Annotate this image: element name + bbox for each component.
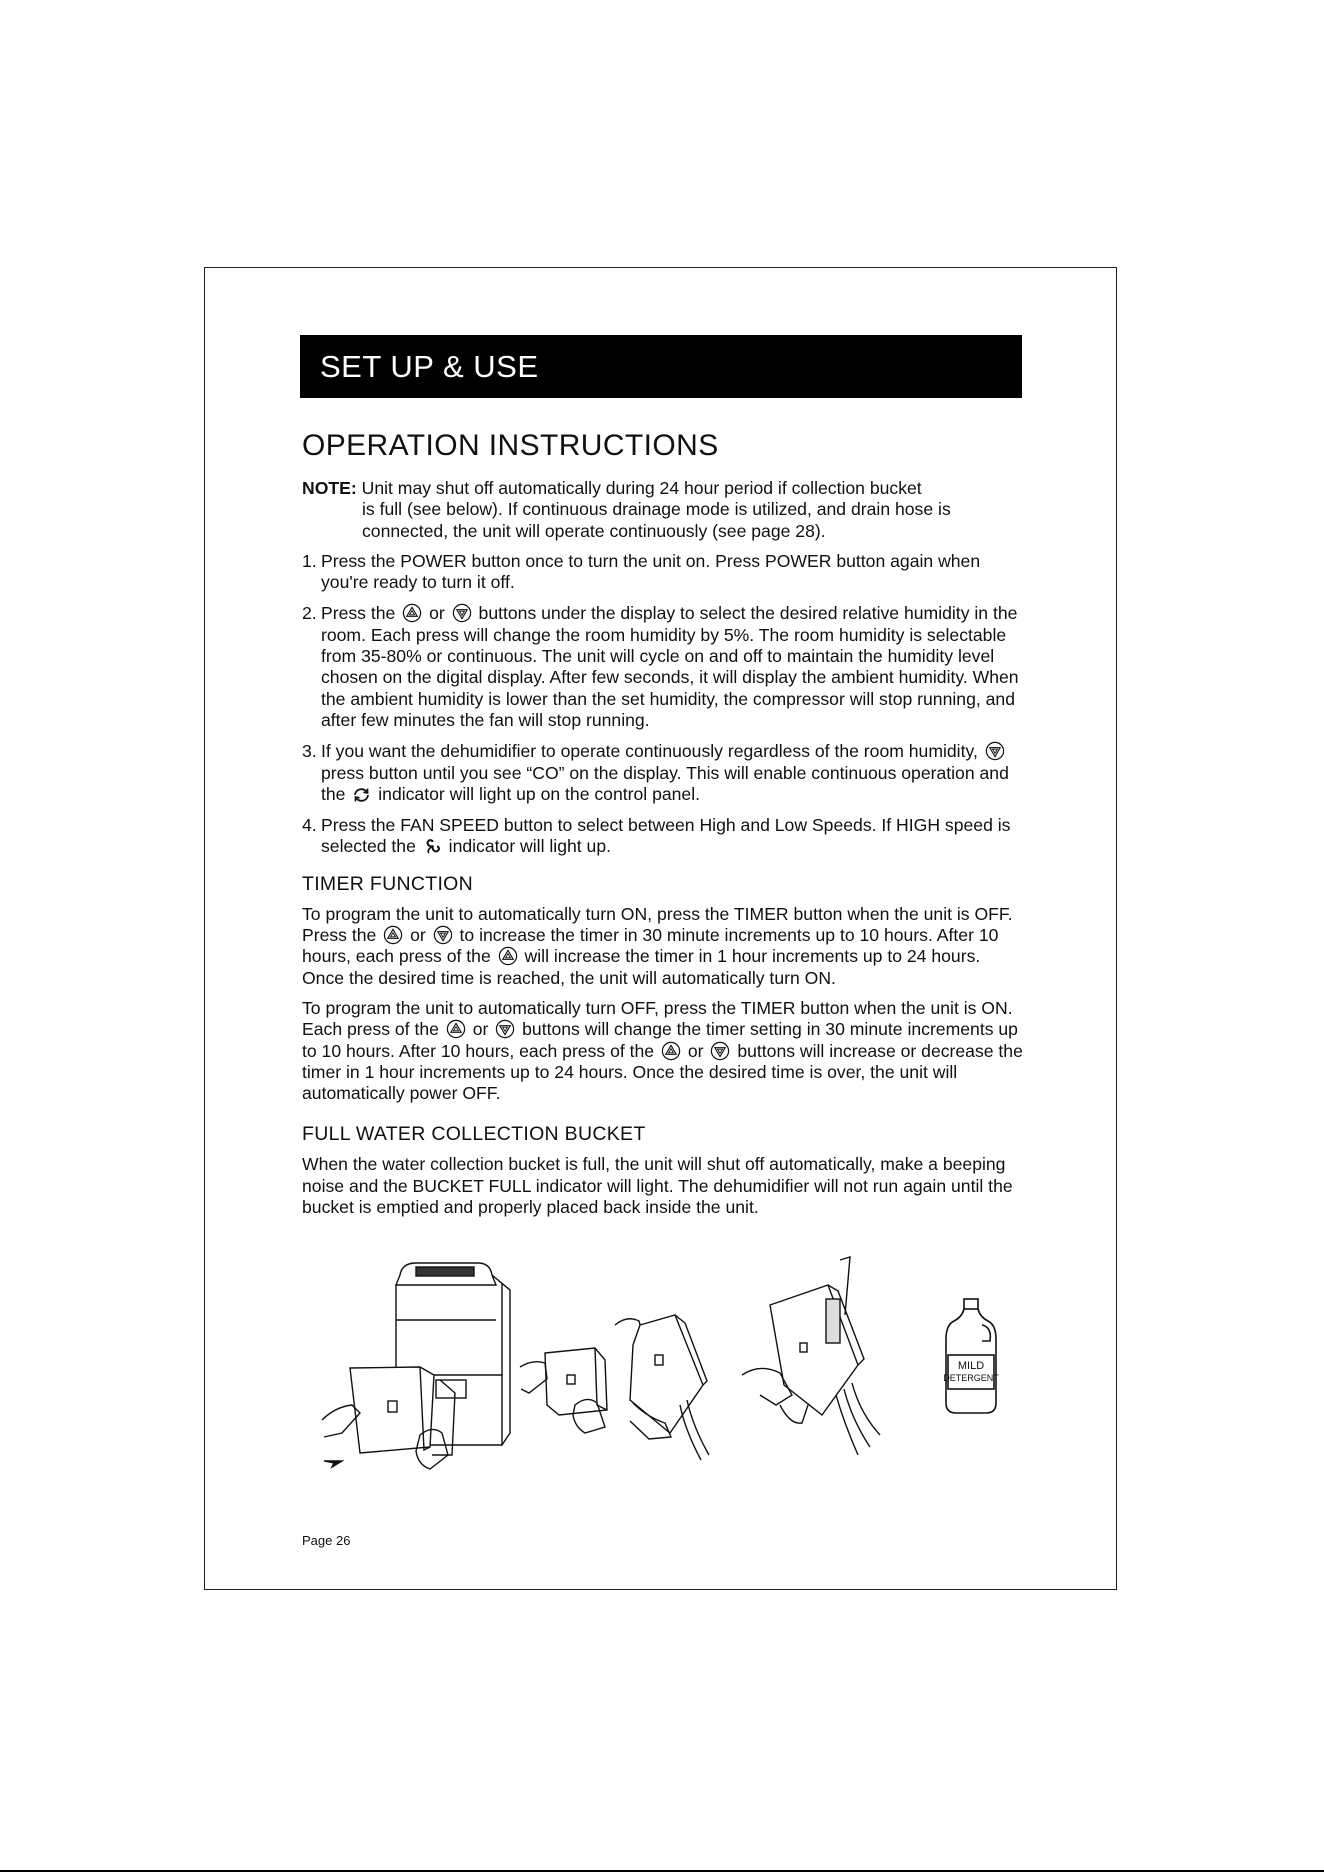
bucket-heading: FULL WATER COLLECTION BUCKET xyxy=(302,1123,646,1146)
bucket-illustrations xyxy=(300,1255,1022,1480)
up-arrow-circle-icon xyxy=(383,925,403,945)
page-title: OPERATION INSTRUCTIONS xyxy=(302,429,719,462)
note-continuation: is full (see below). If continuous drainage mode is utilized, and drain hose is connected, the unit will operate continuously (see page 28). xyxy=(362,499,951,541)
dehumidifier-bucket-removal-illustration xyxy=(320,1255,530,1480)
up-arrow-circle-icon xyxy=(446,1019,466,1039)
step-text: Press the FAN SPEED button to select between High and Low Speeds. If HIGH speed is selected the indicator will light up. xyxy=(321,815,1011,857)
timer-paragraph-off: To program the unit to automatically turn OFF, press the TIMER button when the unit is ON. Each press of the or buttons will change the timer setting in 30 minute increments up to 10 hours. After 10 hours, each press of the or buttons will increase or decrease the timer in 1 hour increments up to 24 hours. Once the desired time is over, the unit will automatically power OFF. xyxy=(302,997,1023,1104)
step-2 xyxy=(302,603,1024,731)
up-arrow-circle-icon xyxy=(661,1041,681,1061)
down-arrow-circle-icon xyxy=(495,1019,515,1039)
bucket-pouring-illustration xyxy=(740,1255,900,1480)
note-first-line: Unit may shut off automatically during 24 hour period if collection bucket xyxy=(356,478,922,498)
bucket-paragraph: When the water collection bucket is full, the unit will shut off automatically, make a beeping noise and the BUCKET FULL indicator will light. The dehumidifier will not run again until the bucket is emptied and properly placed back inside the unit. xyxy=(302,1154,1013,1218)
step-text: Press the POWER button once to turn the unit on. Press POWER button again when you're ready to turn it off. xyxy=(321,550,981,593)
step-4 xyxy=(302,815,1024,858)
step-number: 1. xyxy=(302,550,317,571)
detergent-label-line2: DETERGENT xyxy=(943,1373,999,1383)
step-number: 2. xyxy=(302,603,317,624)
bucket-carry-illustration xyxy=(515,1255,725,1480)
page-content xyxy=(302,428,1024,1227)
up-arrow-circle-icon xyxy=(498,946,518,966)
step-text: Press the or buttons under the display to select the desired relative humidity in the room. Each press will change the room humidity by 5%. The room humidity is selectable from 35-80% or continuous. The unit will cycle on and off to maintain the humidity level chosen on the digital display. After few seconds, it will display the ambient humidity. When the ambient humidity is lower than the set humidity, the compressor will stop running, and after few minutes the fan will stop running. xyxy=(321,603,1019,730)
down-arrow-circle-icon xyxy=(710,1041,730,1061)
continuous-cycle-icon xyxy=(352,786,371,803)
section-banner: SET UP & USE xyxy=(300,335,1022,398)
mild-detergent-bottle-illustration xyxy=(930,1255,1020,1480)
up-arrow-circle-icon xyxy=(402,603,422,623)
timer-heading: TIMER FUNCTION xyxy=(302,872,474,895)
down-arrow-circle-icon xyxy=(433,925,453,945)
fan-high-speed-icon xyxy=(423,838,442,855)
down-arrow-circle-icon xyxy=(985,741,1005,761)
note-label: NOTE: xyxy=(302,478,357,498)
detergent-label-line1: MILD xyxy=(957,1360,985,1372)
step-number: 4. xyxy=(302,815,317,836)
timer-paragraph-on: To program the unit to automatically turn ON, press the TIMER button when the unit is OFF. Press the or to increase the timer in 30 minute increments up to 10 hours. After 10 hours, each press of the will increase the timer in 1 hour increments up to 24 hours. Once the desired time is reached, the unit will automatically turn ON. xyxy=(302,903,1013,988)
step-3 xyxy=(302,741,1024,805)
note xyxy=(302,478,1024,542)
step-text: If you want the dehumidifier to operate continuously regardless of the room humidity, press button until you see “CO” on the display. This will enable continuous operation and the indicator will light up on the control panel. xyxy=(321,741,1009,804)
step-1 xyxy=(302,551,1024,594)
step-number: 3. xyxy=(302,741,317,762)
page-number: Page 26 xyxy=(302,1533,351,1548)
down-arrow-circle-icon xyxy=(452,603,472,623)
